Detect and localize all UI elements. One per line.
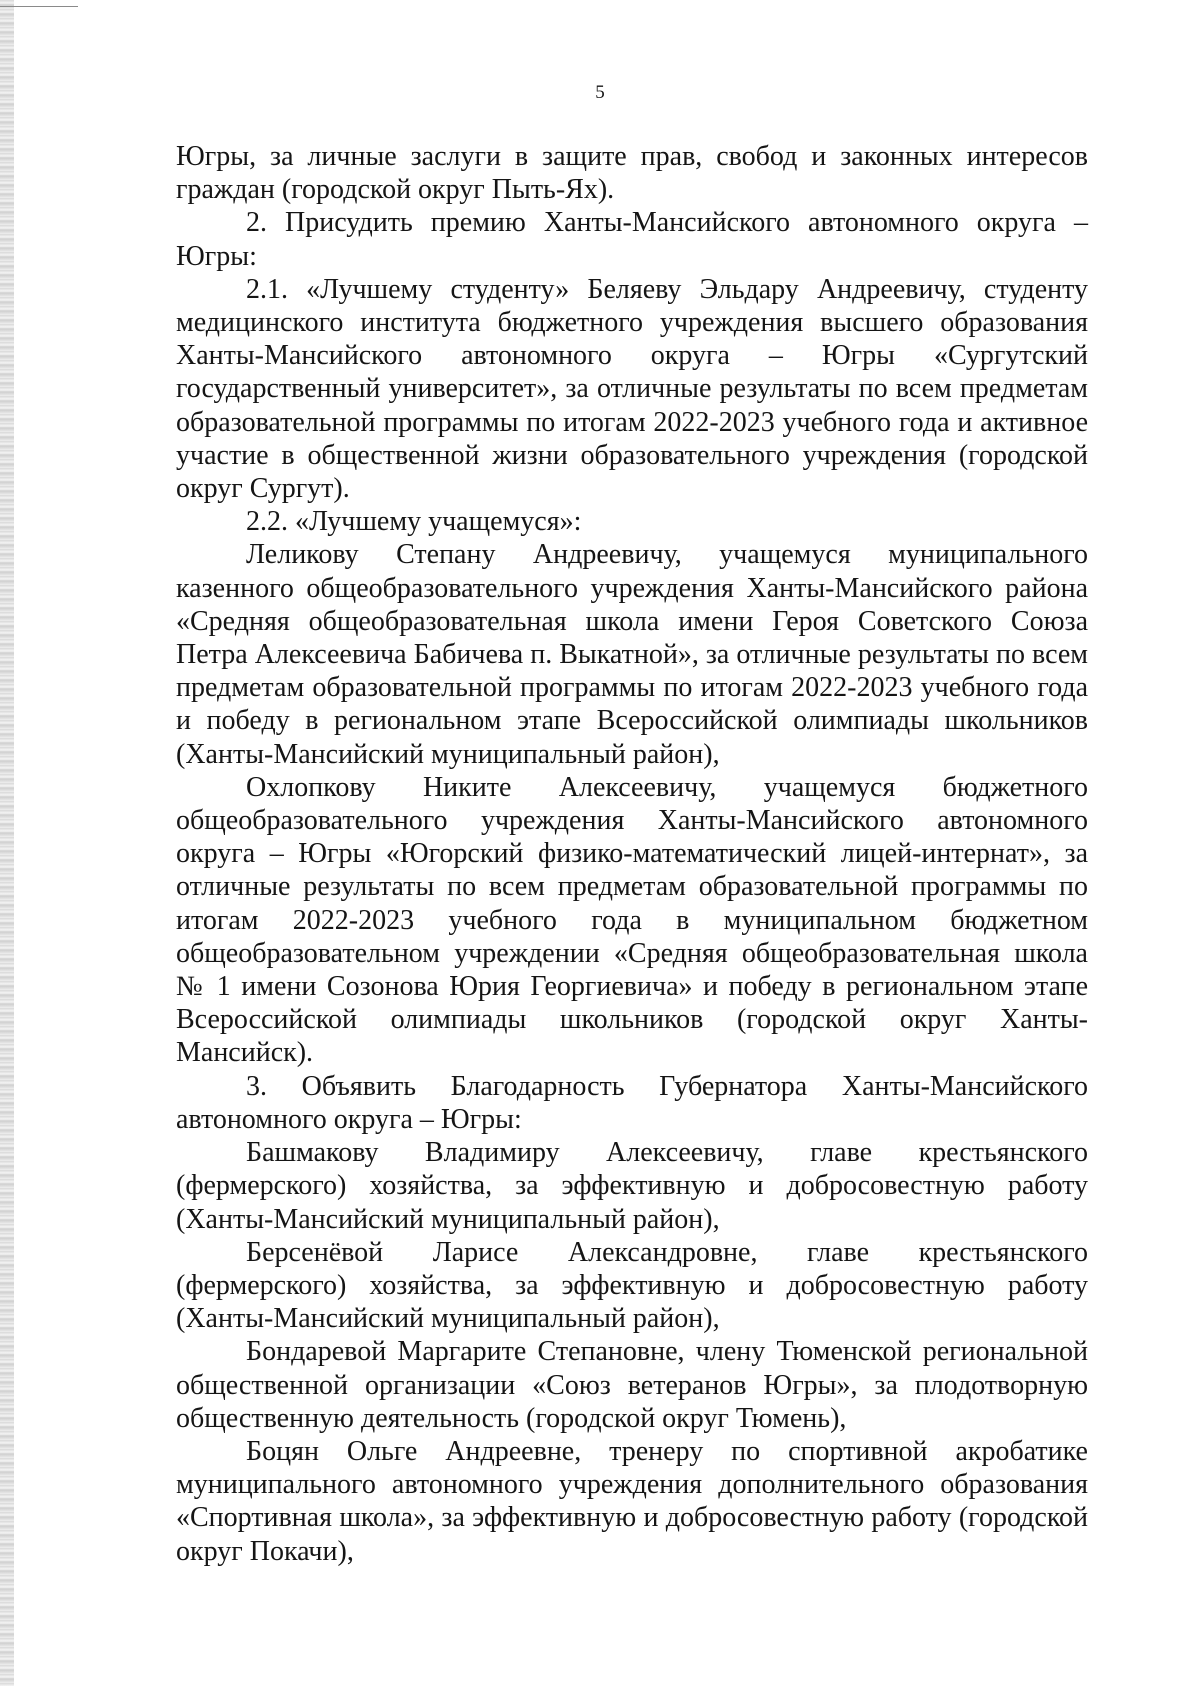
document-body <box>176 140 1088 1568</box>
scan-edge <box>0 0 14 1686</box>
paragraph-7: 3. Объявить Благодарность Губернатора Ханты-Мансийского автономного округа – Югры: <box>176 1070 1088 1135</box>
page-number: 5 <box>595 82 605 103</box>
paragraph-6: Охлопкову Никите Алексеевичу, учащемуся бюджетного общеобразовательного учреждения Ханты-Мансийского автономного округа – Югры «Югорский физико-математический лицей-интернат», за отличные результаты по всем предметам образовательной программы по итогам 2022-2023 учебного года в муниципальном бюджетном общеобразовательном учреждении «Средняя общеобразовательная школа № 1 имени Созонова Юрия Георгиевича» и победу в региональном этапе Всероссийской олимпиады школьников (городской округ Ханты-Мансийск). <box>176 771 1088 1069</box>
paragraph-8: Башмакову Владимиру Алексеевичу, главе крестьянского (фермерского) хозяйства, за эффективную и добросовестную работу (Ханты-Мансийский муниципальный район), <box>176 1137 1088 1235</box>
paragraph-9: Берсенёвой Ларисе Александровне, главе крестьянского (фермерского) хозяйства, за эффективную и добросовестную работу (Ханты-Мансийский муниципальный район), <box>176 1236 1088 1335</box>
paragraph-10: Бондаревой Маргарите Степановне, члену Тюменской региональной общественной организации «Союз ветеранов Югры», за плодотворную общественную деятельность (городской округ Тюмень), <box>176 1336 1088 1434</box>
paragraph-3: 2.1. «Лучшему студенту» Беляеву Эльдару Андреевичу, студенту медицинского института бюджетного учреждения высшего образования Ханты-Мансийского автономного округа – Югры «Сургутский государственный университет», за отличные результаты по всем предметам образовательной программы по итогам 2022-2023 учебного года и активное участие в общественной жизни образовательного учреждения (городской округ Сургут). <box>176 273 1088 505</box>
paragraph-5: Леликову Степану Андреевичу, учащемуся муниципального казенного общеобразовательного учреждения Ханты-Мансийского района «Средняя общеобразовательная школа имени Героя Советского Союза Петра Алексеевича Бабичева п. Выкатной», за отличные результаты по всем предметам образовательной программы по итогам 2022-2023 учебного года и победу в региональном этапе Всероссийской олимпиады школьников (Ханты-Мансийский муниципальный район), <box>176 539 1088 770</box>
paragraph-4: 2.2. «Лучшему учащемуся»: <box>246 506 582 538</box>
paragraph-11: Боцян Ольге Андреевне, тренеру по спортивной акробатике муниципального автономного учреждения дополнительного образования «Спортивная школа», за эффективную и добросовестную работу (городской округ Покачи), <box>176 1435 1088 1567</box>
paragraph-1: Югры, за личные заслуги в защите прав, свобод и законных интересов граждан (городской округ Пыть-Ях). <box>176 141 1088 206</box>
scan-corner-mark <box>0 0 78 7</box>
paragraph-2: 2. Присудить премию Ханты-Мансийского автономного округа – Югры: <box>176 207 1088 272</box>
